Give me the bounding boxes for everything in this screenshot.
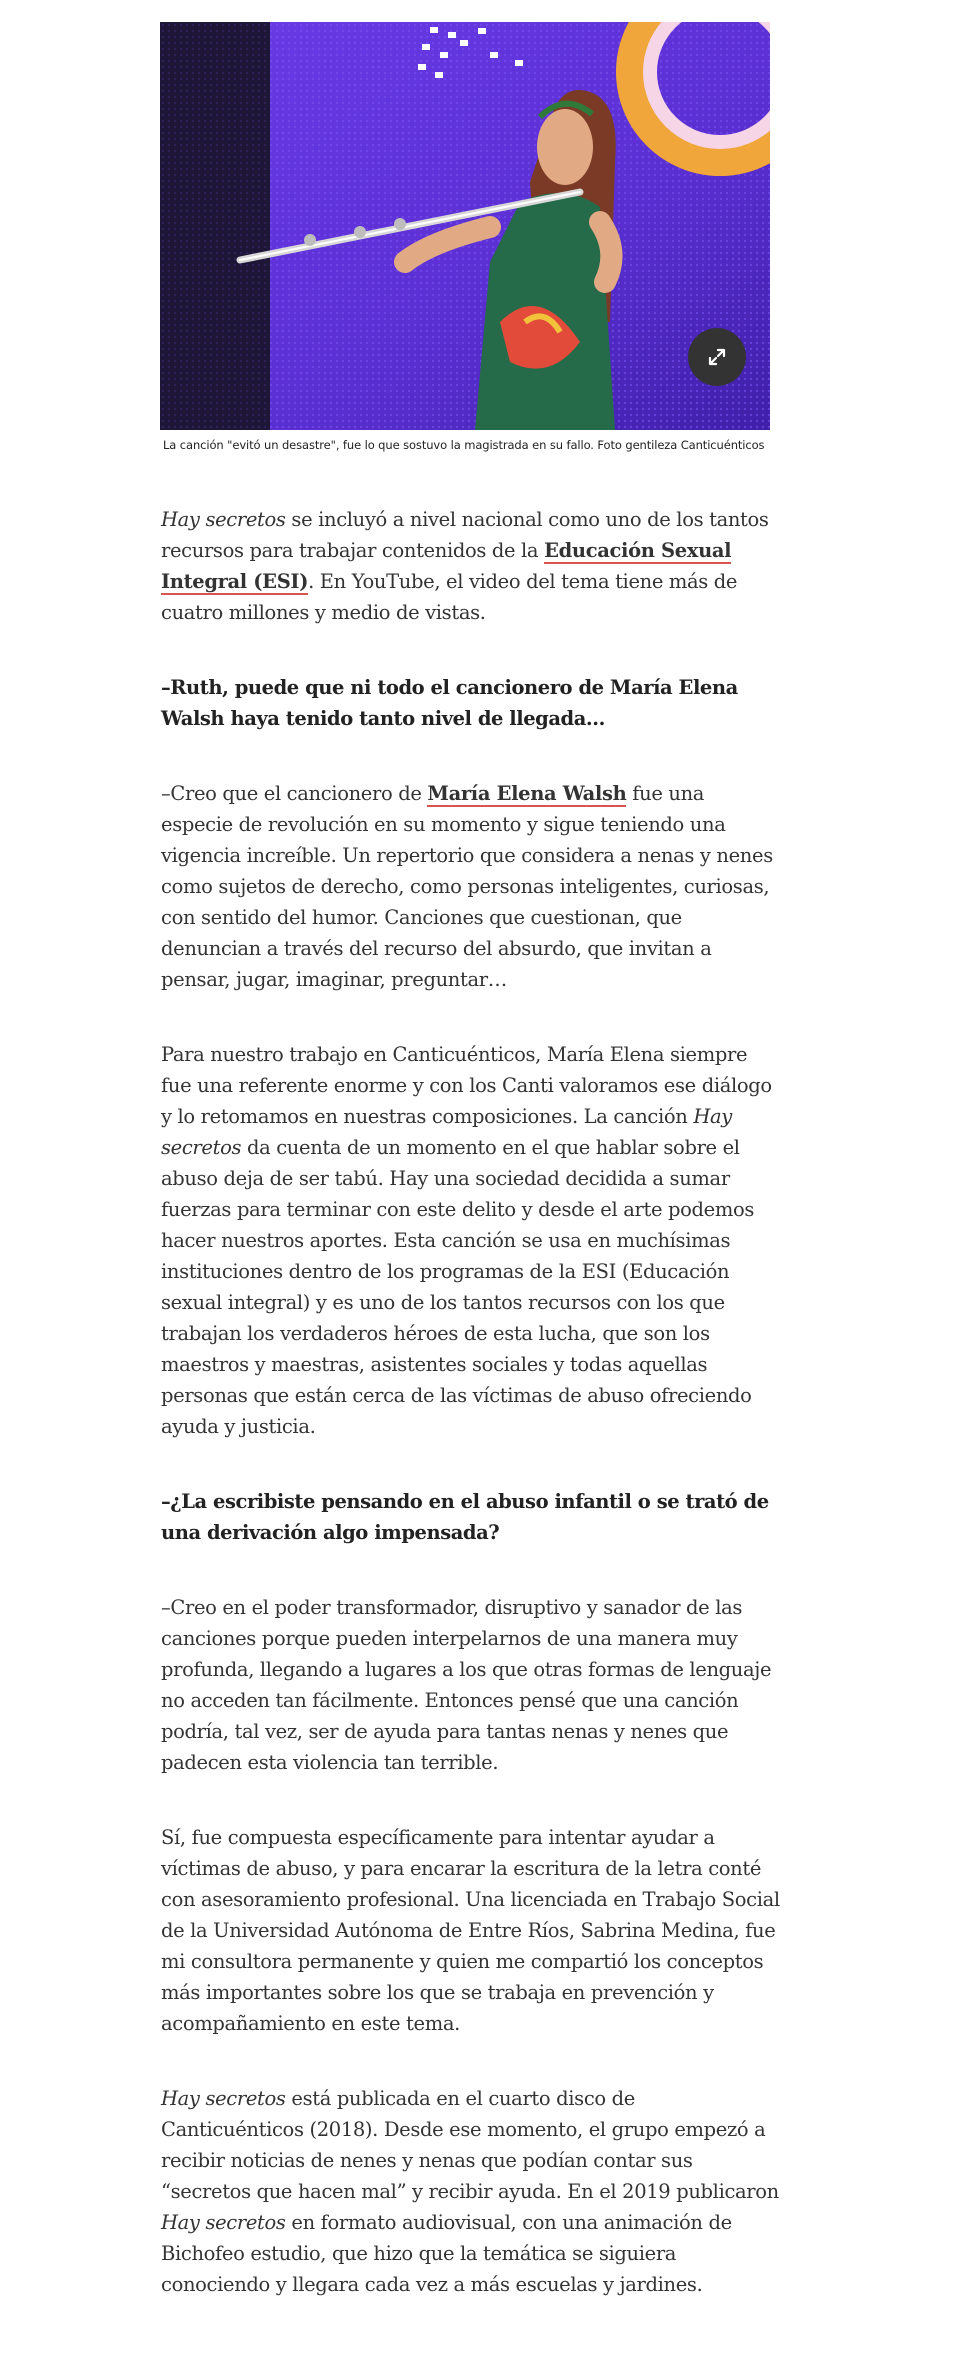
question-1: –Ruth, puede que ni todo el cancionero de María Elena Walsh haya tenido tanto nivel de llegada… [161,676,738,730]
maria-elena-walsh-link[interactable]: María Elena Walsh [427,782,627,805]
answer-3: –Creo en el poder transformador, disruptivo y sanador de las canciones porque pueden interpelarnos de una manera muy profunda, llegando a lugares a los que otras formas de lenguaje no acceden tan fácilmente. Entonces pensé que una canción podría, tal vez, ser de ayuda para tantas nenas y nenes que padecen esta violencia tan terrible. [161,1596,772,1774]
song-title: Hay secretos [161,1105,732,1159]
question-2: –¿La escribiste pensando en el abuso infantil o se trató de una derivación algo impensada? [161,1490,769,1544]
paragraph-intro: Hay secretos se incluyó a nivel nacional como uno de los tantos recursos para trabajar contenidos de la Educación Sexual Integral (ESI). En YouTube, el video del tema tiene más de cuatro millones y medio de vistas. [161,508,769,624]
answer-2: Para nuestro trabajo en Canticuénticos, María Elena siempre fue una referente enorme y con los Canti valoramos ese diálogo y lo retomamos en nuestras composiciones. La canción Hay secretos da cuenta de un momento en el que hablar sobre el abuso deja de ser tabú. Hay una sociedad decidida a sumar fuerzas para terminar con este delito y desde el arte podemos hacer nuestros aportes. Esta canción se usa en muchísimas instituciones dentro de los programas de la ESI (Educación sexual integral) y es uno de los tantos recursos con los que trabajan los verdaderos héroes de esta lucha, que son los maestros y maestras, asistentes sociales y todas aquellas personas que están cerca de las víctimas de abuso ofreciendo ayuda y justicia. [161,1043,772,1438]
article-photo [160,22,770,430]
photo-caption: La canción "evitó un desastre", fue lo que sostuvo la magistrada en su fallo. Foto gentileza Canticuénticos [163,438,765,452]
song-title: Hay secretos [161,2211,286,2234]
article-body [160,504,780,2300]
expand-icon [707,347,727,367]
song-title: Hay secretos [161,508,286,531]
song-title: Hay secretos [161,2087,286,2110]
article [160,22,780,2344]
answer-1: –Creo que el cancionero de María Elena Walsh fue una especie de revolución en su momento y sigue teniendo una vigencia increíble. Un repertorio que considera a nenas y nenes como sujetos de derecho, como personas inteligentes, curiosas, con sentido del humor. Canciones que cuestionan, que denuncian a través del recurso del absurdo, que invitan a pensar, jugar, imaginar, preguntar… [161,782,773,991]
answer-4: Sí, fue compuesta específicamente para intentar ayudar a víctimas de abuso, y para encarar la escritura de la letra conté con asesoramiento profesional. Una licenciada en Trabajo Social de la Universidad Autónoma de Entre Ríos, Sabrina Medina, fue mi consultora permanente y quien me compartió los conceptos más importantes sobre los que se trabaja en prevención y acompañamiento en este tema. [161,1826,780,2035]
expand-image-button[interactable] [688,328,746,386]
answer-5: Hay secretos está publicada en el cuarto disco de Canticuénticos (2018). Desde ese momento, el grupo empezó a recibir noticias de nenes y nenas que podían contar sus “secretos que hacen mal” y recibir ayuda. En el 2019 publicaron Hay secretos en formato audiovisual, con una animación de Bichofeo estudio, que hizo que la temática se siguiera conociendo y llegara cada vez a más escuelas y jardines. [161,2087,779,2296]
flutist-photo [160,22,770,430]
esi-link[interactable]: Educación Sexual Integral (ESI) [161,539,732,593]
